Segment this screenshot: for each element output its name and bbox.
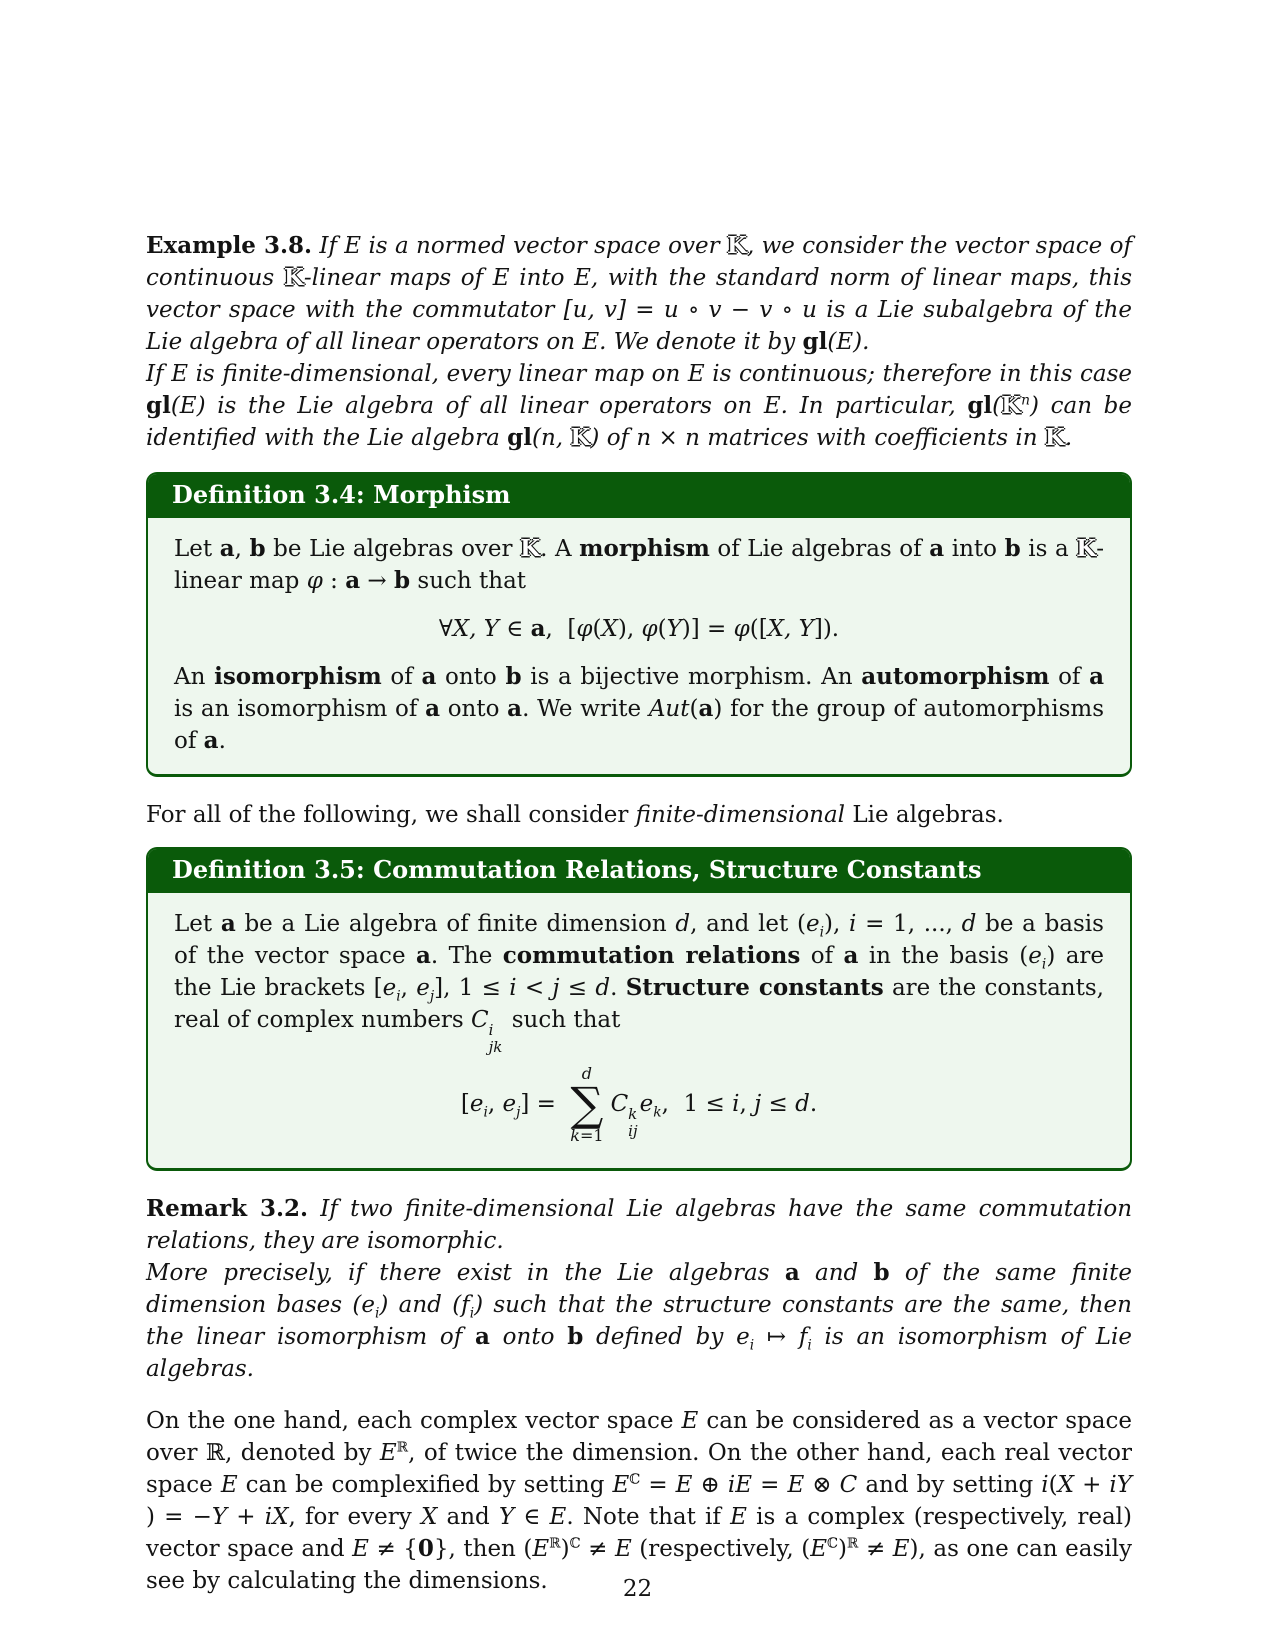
remark-paragraph <box>146 1193 1132 1385</box>
example-body: If E is a normed vector space over K, we consider the vector space of continuous K-linear maps of E into E, with the standard norm of linear maps, this vector space with the commutator [u, v] = u ∘ v − v ∘ u is a Lie subalgebra of the Lie algebra of all linear operators on E. We denote it by gl(E). If E is finite-dimensional, every linear map on E is continuous; therefore in this case gl(E) is the Lie algebra of all linear operators on E. In particular, $gl(K^n)$ can be identified with the Lie algebra gl(n, K) of n × n matrices with coefficients in K. <box>146 232 1133 451</box>
page-content <box>146 230 1132 1615</box>
closing-paragraph: On the one hand, each complex vector space E can be considered as a vector space over ℝ, denoted by $E^ℝ$, of twice the dimension. On the other hand, each real vector space E can be complexified by setting $E^ℂ = E$ ⊕ iE = E ⊗ C and by setting i(X + iY ) = −Y + iX, for every X and Y ∈ E. Note that if E is a complex (respectively, real) vector space and E ≠ {0}, then $(E^ℝ)^ℂ \ne E$ (respectively, $(E^ℂ)^ℝ \ne E$), as one can easily see by calculating the dimensions. <box>146 1408 1132 1595</box>
definition-3-4-body <box>148 518 1130 774</box>
page-number: 22 <box>622 1576 653 1602</box>
definition-3-4-formula: ∀X, Y ∈ a, [φ(X), φ(Y)] = φ([X, Y]). <box>438 615 840 642</box>
definition-3-5-title: Definition 3.5: Commutation Relations, Structure Constants <box>148 849 1130 893</box>
definition-3-4-text-2: An isomorphism of a onto b is a bijective morphism. An automorphism of a is an isomorphism of a onto a. We write Aut(a) for the group of automorphisms of a. <box>174 663 1105 754</box>
definition-3-4-title: Definition 3.4: Morphism <box>148 474 1130 518</box>
example-label: Example 3.8. <box>146 232 312 259</box>
definition-box-3-4 <box>146 472 1132 777</box>
definition-3-4-text-1: Let a, b be Lie algebras over K. A morphism of Lie algebras of a into b is a K-linear map φ : a → b such that <box>174 535 1105 594</box>
definition-3-5-formula: [$e_i$, $e_j$] = d ∑ k=1 C k ij $e_k$, 1 ≤ i, j ≤ d. <box>460 1064 818 1146</box>
definition-3-5-body <box>148 893 1130 1168</box>
definition-box-3-5 <box>146 847 1132 1171</box>
definition-3-5-text-1: Let a be a Lie algebra of finite dimension d, and let $(e_i)$, i = 1, ..., d be a basis of the vector space a. The commutation relations of a in the basis $(e_i)$ are the Lie brackets [$e_i$, $e_j$], 1 ≤ i < j ≤ d. Structure constants are the constants, real of complex numbers C i jk such that <box>174 910 1105 1056</box>
remark-label: Remark 3.2. <box>146 1195 309 1223</box>
interlude-paragraph: For all of the following, we shall consider finite-dimensional Lie algebras. <box>146 802 1004 828</box>
example-paragraph <box>146 230 1132 454</box>
remark-body: If two finite-dimensional Lie algebras have the same commutation relations, they are isomorphic. More precisely, if there exist in the Lie algebras a and b of the same finite dimension bases $(e_i)$ and $(f_i)$ such that the structure constants are the same, then the linear isomorphism of a onto b defined by $e_i$ ↦ $f_i$ is an isomorphism of Lie algebras. <box>146 1196 1133 1383</box>
